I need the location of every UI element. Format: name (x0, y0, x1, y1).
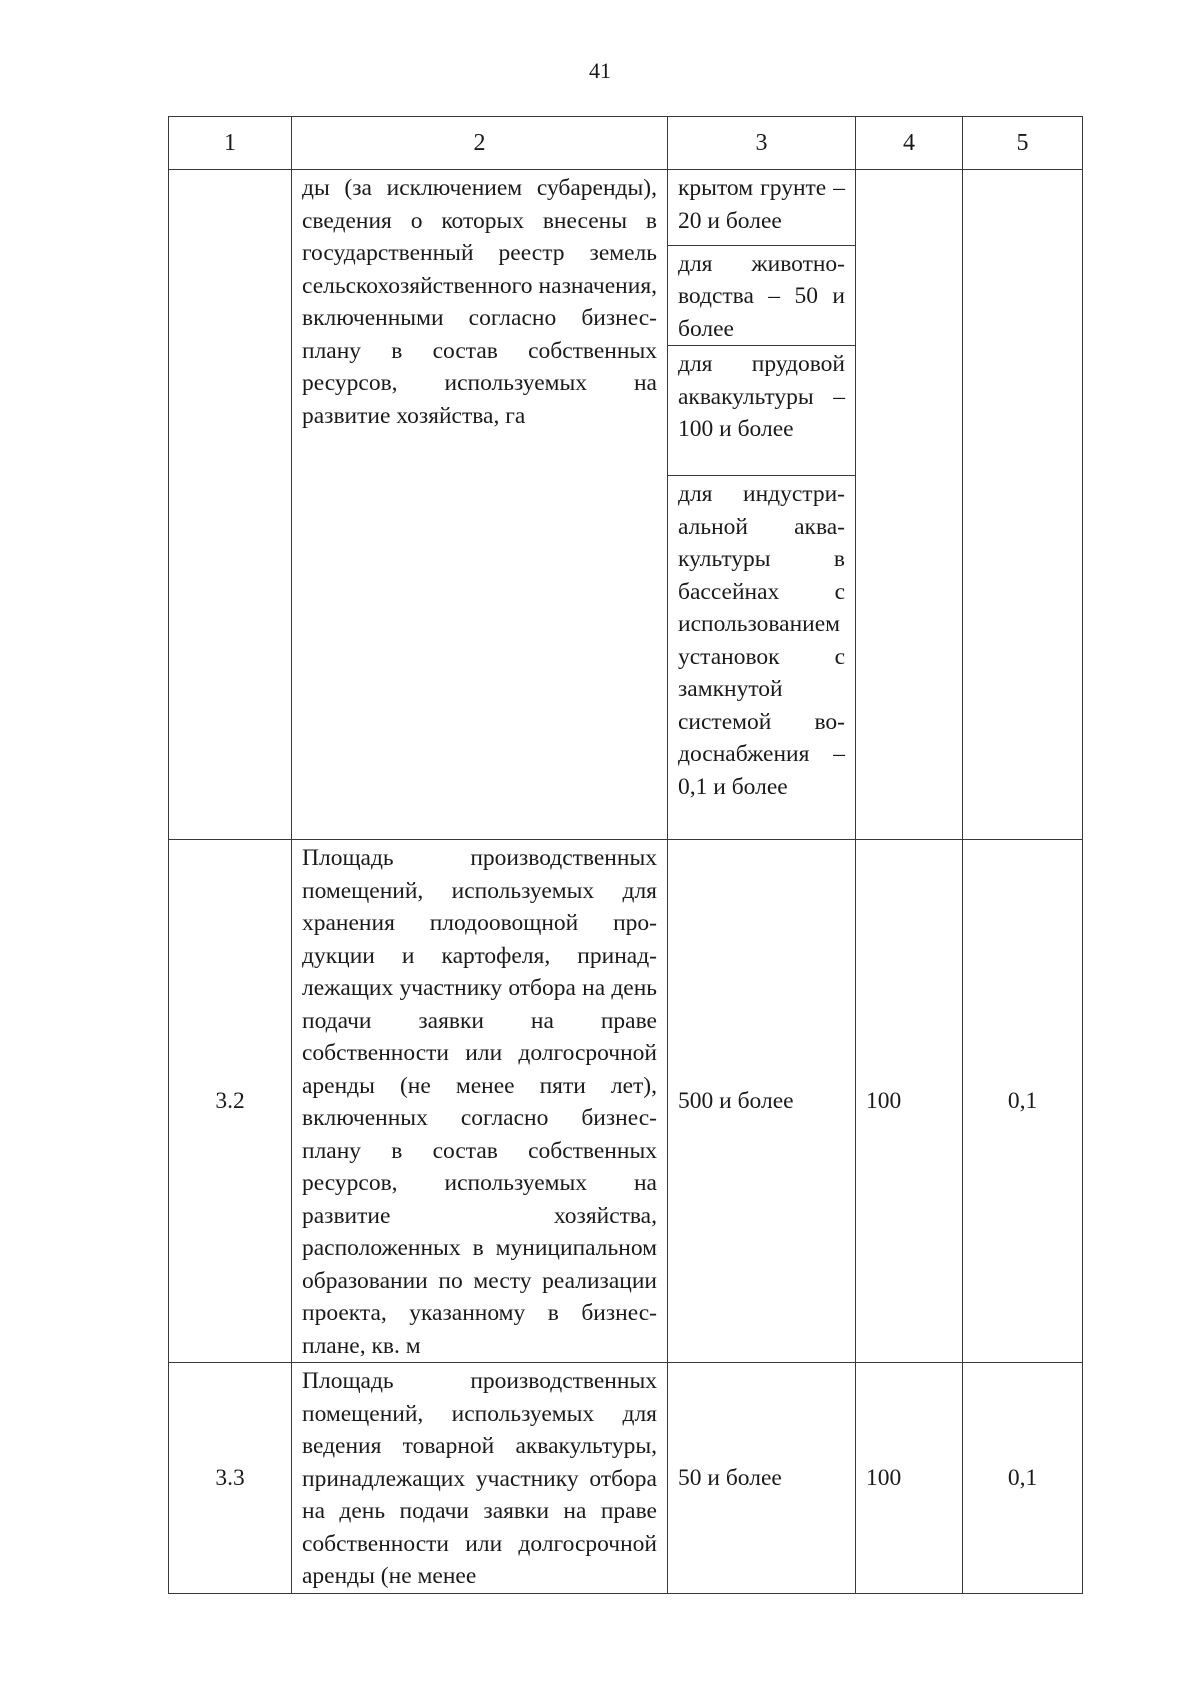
threshold-option: для животноводства – 50 и более (668, 245, 855, 346)
table-row (169, 170, 1083, 840)
score-cell (856, 170, 963, 840)
threshold-option: для индустриальной аквакультуры в бассейнах с использованием установок с замкнутой системой водоснабжения – 0,1 и более (678, 481, 845, 800)
criterion-description (292, 840, 668, 1363)
criteria-table (168, 116, 1083, 1594)
threshold-cell: 50 и более (668, 1363, 856, 1594)
table-row (169, 1363, 1083, 1594)
header-col-4: 4 (856, 117, 963, 170)
row-number: 3.2 (169, 840, 292, 1363)
criterion-description-text: Площадь производственных помещений, используемых для ведения товарной аквакультуры, принадлежащих участнику отбора на день подачи заявки на праве собственности или долгосрочной аренды (не менее (302, 1368, 657, 1589)
table-header-row (169, 117, 1083, 170)
threshold-cell: 500 и более (668, 840, 856, 1363)
header-col-1: 1 (169, 117, 292, 170)
weight-cell: 0,1 (963, 840, 1083, 1363)
score-cell: 100 (856, 1363, 963, 1594)
score-cell: 100 (856, 840, 963, 1363)
threshold-option: для прудовой аквакультуры – 100 и более (668, 346, 855, 476)
criterion-description (292, 170, 668, 840)
row-number (169, 170, 292, 840)
page-number: 41 (589, 58, 611, 83)
criterion-description-text: ды (за исключением субаренды), сведения о которых внесены в государственный реестр земель сельскохозяйственного назначения, включенными согласно бизнес-плану в состав собственных ресурсов, используемых на развитие хозяйства, га (302, 175, 657, 429)
weight-cell: 0,1 (963, 1363, 1083, 1594)
header-col-2: 2 (292, 117, 668, 170)
threshold-option: крытом грунте – 20 и более (668, 170, 855, 245)
table-row (169, 840, 1083, 1363)
header-col-3: 3 (668, 117, 856, 170)
threshold-cell (668, 170, 856, 840)
row-number: 3.3 (169, 1363, 292, 1594)
threshold-subtable (668, 170, 855, 803)
header-col-5: 5 (963, 117, 1083, 170)
weight-cell (963, 170, 1083, 840)
criterion-description-text: Площадь производственных помещений, используемых для хранения плодоовощной продукции и картофеля, принадлежащих участнику отбора на день подачи заявки на праве собственности или долгосрочной аренды (не менее пяти лет), включенных согласно бизнес-плану в состав собственных ресурсов, используемых на развитие хозяйства, расположенных в муниципальном образовании по месту реализации проекта, указанному в бизнес-плане, кв. м (302, 845, 657, 1359)
criterion-description (292, 1363, 668, 1594)
